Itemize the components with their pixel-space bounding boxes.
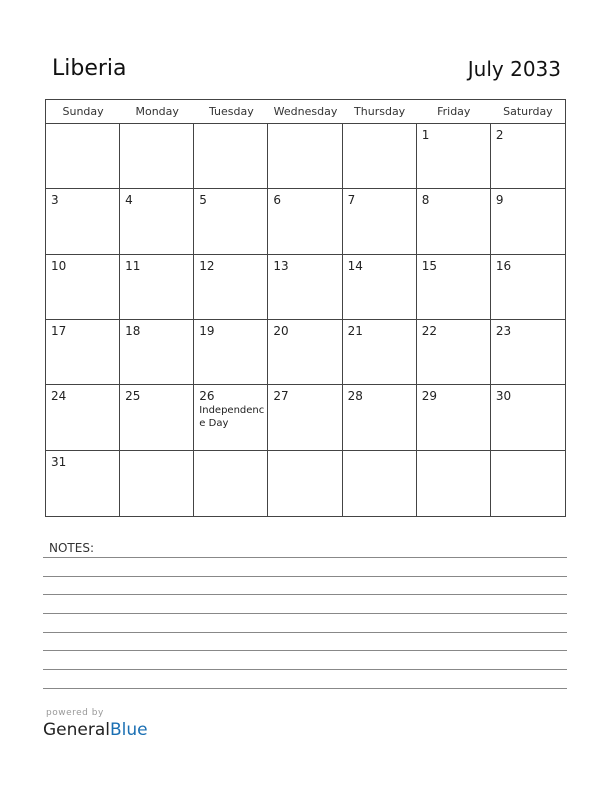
day-number: 30 (495, 389, 512, 404)
day-cell[interactable] (194, 255, 268, 320)
weekday-thursday: Thursday (354, 105, 406, 118)
powered-by-text: powered by (46, 708, 104, 718)
day-number: 14 (347, 258, 363, 273)
day-cell[interactable] (343, 451, 417, 516)
day-cell[interactable] (120, 189, 194, 254)
day-cell[interactable] (268, 189, 342, 254)
day-cell[interactable] (120, 385, 194, 450)
weekday-tuesday: Tuesday (208, 105, 254, 118)
day-number: 25 (125, 389, 141, 404)
calendar-grid (45, 99, 566, 517)
day-cell[interactable] (120, 451, 194, 516)
day-number: 16 (495, 258, 512, 273)
day-number: 29 (421, 389, 437, 404)
day-number: 17 (51, 324, 67, 338)
day-number: 4 (125, 193, 133, 208)
day-number: 18 (125, 324, 141, 338)
day-number: 28 (347, 389, 363, 404)
day-cell[interactable] (46, 451, 120, 516)
day-cell[interactable] (194, 451, 268, 516)
day-cell[interactable] (491, 451, 565, 516)
day-number: 1 (421, 128, 430, 142)
weekday-sunday: Sunday (62, 105, 104, 118)
brand-general: General (43, 720, 110, 740)
day-cell[interactable] (417, 320, 491, 385)
day-cell[interactable] (46, 124, 120, 189)
brand-blue: Blue (110, 720, 148, 740)
day-number: 10 (51, 258, 67, 273)
day-grid (46, 124, 565, 516)
day-number: 5 (199, 193, 207, 208)
day-number: 31 (51, 454, 67, 469)
day-cell[interactable] (491, 320, 565, 385)
day-cell[interactable] (491, 385, 565, 450)
note-line (43, 576, 567, 577)
day-number: 27 (273, 389, 289, 404)
day-cell[interactable] (194, 124, 268, 189)
day-cell[interactable] (417, 451, 491, 516)
day-cell[interactable] (194, 189, 268, 254)
day-cell[interactable] (194, 385, 268, 450)
day-cell[interactable] (343, 385, 417, 450)
note-line (43, 669, 567, 670)
note-line (43, 594, 567, 595)
day-number: 11 (125, 258, 141, 273)
day-cell[interactable] (46, 385, 120, 450)
note-line (43, 650, 567, 651)
day-number: 8 (421, 193, 430, 208)
day-cell[interactable] (417, 124, 491, 189)
holiday-label: Independence Day (199, 405, 265, 430)
day-number: 22 (421, 324, 437, 338)
day-number: 9 (495, 193, 504, 208)
day-cell[interactable] (268, 320, 342, 385)
day-number: 3 (51, 193, 59, 208)
day-cell[interactable] (491, 255, 565, 320)
weekday-wednesday: Wednesday (273, 105, 338, 118)
day-number: 13 (273, 258, 289, 273)
day-cell[interactable] (417, 255, 491, 320)
day-number: 26 (199, 389, 215, 404)
day-cell[interactable] (120, 255, 194, 320)
day-cell[interactable] (46, 255, 120, 320)
day-cell[interactable] (268, 255, 342, 320)
day-cell[interactable] (491, 124, 565, 189)
month-year-title: July 2033 (467, 57, 561, 81)
day-cell[interactable] (491, 189, 565, 254)
note-line (43, 688, 567, 689)
day-cell[interactable] (343, 320, 417, 385)
day-number: 6 (273, 193, 282, 208)
day-number: 19 (199, 324, 215, 338)
day-cell[interactable] (417, 189, 491, 254)
day-number: 12 (199, 258, 215, 273)
note-line (43, 613, 567, 614)
day-number: 7 (347, 193, 356, 208)
weekday-saturday: Saturday (503, 105, 553, 118)
day-number: 24 (51, 389, 67, 404)
day-cell[interactable] (343, 189, 417, 254)
day-cell[interactable] (417, 385, 491, 450)
day-cell[interactable] (46, 320, 120, 385)
day-cell[interactable] (343, 124, 417, 189)
day-cell[interactable] (268, 451, 342, 516)
day-number: 2 (495, 128, 504, 142)
day-cell[interactable] (194, 320, 268, 385)
weekday-header-row (46, 100, 565, 124)
day-cell[interactable] (46, 189, 120, 254)
brand-logo[interactable] (43, 720, 148, 740)
day-number: 20 (273, 324, 289, 338)
day-cell[interactable] (120, 320, 194, 385)
day-cell[interactable] (120, 124, 194, 189)
weekday-friday: Friday (437, 105, 471, 118)
day-number: 21 (347, 324, 363, 338)
day-number: 15 (421, 258, 437, 273)
notes-label: NOTES: (49, 541, 94, 555)
note-line (43, 632, 567, 633)
day-number: 23 (495, 324, 512, 338)
day-cell[interactable] (268, 385, 342, 450)
note-line (43, 557, 567, 558)
country-title: Liberia (52, 56, 127, 81)
day-cell[interactable] (268, 124, 342, 189)
weekday-monday: Monday (135, 105, 179, 118)
day-cell[interactable] (343, 255, 417, 320)
